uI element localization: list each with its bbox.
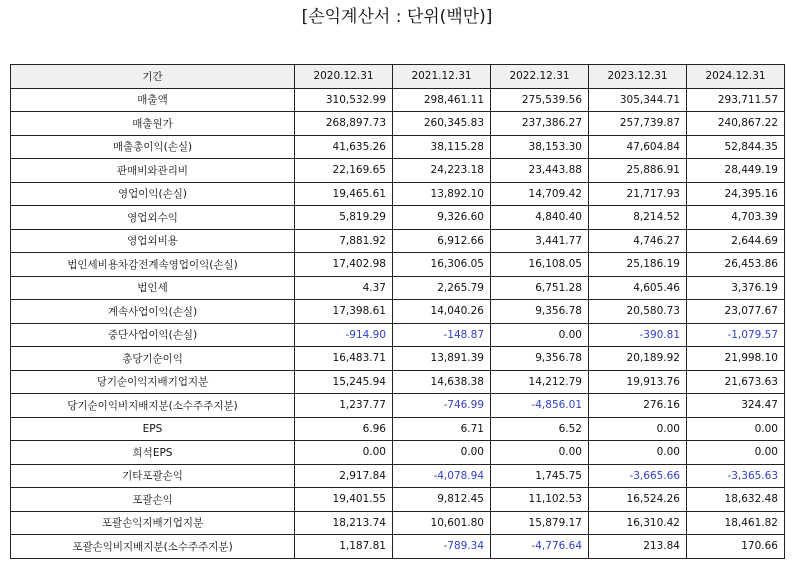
value-cell: 7,881.92 bbox=[295, 229, 393, 253]
value-cell: 298,461.11 bbox=[393, 88, 491, 112]
table-row bbox=[11, 535, 785, 559]
value-cell: 16,483.71 bbox=[295, 347, 393, 371]
row-label: 법인세 bbox=[11, 276, 295, 300]
value-cell: 14,709.42 bbox=[491, 182, 589, 206]
header-period: 2023.12.31 bbox=[589, 65, 687, 89]
value-cell: 0.00 bbox=[589, 417, 687, 441]
value-cell: 13,891.39 bbox=[393, 347, 491, 371]
value-cell: 305,344.71 bbox=[589, 88, 687, 112]
value-cell: 6.52 bbox=[491, 417, 589, 441]
value-cell: 9,812.45 bbox=[393, 488, 491, 512]
row-label: 포괄손익지배기업지분 bbox=[11, 511, 295, 535]
value-cell: 16,524.26 bbox=[589, 488, 687, 512]
value-cell: 0.00 bbox=[393, 441, 491, 465]
value-cell: 0.00 bbox=[687, 441, 785, 465]
value-cell: 3,441.77 bbox=[491, 229, 589, 253]
value-cell: 8,214.52 bbox=[589, 206, 687, 230]
table-row bbox=[11, 112, 785, 136]
row-label: 총당기순이익 bbox=[11, 347, 295, 371]
value-cell: -4,856.01 bbox=[491, 394, 589, 418]
income-statement-table bbox=[10, 64, 785, 559]
value-cell: 26,453.86 bbox=[687, 253, 785, 277]
value-cell: 17,398.61 bbox=[295, 300, 393, 324]
table-row bbox=[11, 441, 785, 465]
table-row bbox=[11, 511, 785, 535]
value-cell: 47,604.84 bbox=[589, 135, 687, 159]
value-cell: 1,237.77 bbox=[295, 394, 393, 418]
table-row bbox=[11, 159, 785, 183]
value-cell: 237,386.27 bbox=[491, 112, 589, 136]
value-cell: 52,844.35 bbox=[687, 135, 785, 159]
value-cell: 23,077.67 bbox=[687, 300, 785, 324]
table-row bbox=[11, 135, 785, 159]
row-label: 포괄손익 bbox=[11, 488, 295, 512]
row-label: 매출원가 bbox=[11, 112, 295, 136]
header-period: 2024.12.31 bbox=[687, 65, 785, 89]
value-cell: 6.71 bbox=[393, 417, 491, 441]
value-cell: 23,443.88 bbox=[491, 159, 589, 183]
value-cell: 5,819.29 bbox=[295, 206, 393, 230]
header-period: 2021.12.31 bbox=[393, 65, 491, 89]
value-cell: 20,189.92 bbox=[589, 347, 687, 371]
value-cell: -914.90 bbox=[295, 323, 393, 347]
value-cell: 38,115.28 bbox=[393, 135, 491, 159]
table-row bbox=[11, 276, 785, 300]
table-row bbox=[11, 229, 785, 253]
value-cell: 170.66 bbox=[687, 535, 785, 559]
table-row bbox=[11, 394, 785, 418]
row-label: 희석EPS bbox=[11, 441, 295, 465]
value-cell: 18,632.48 bbox=[687, 488, 785, 512]
value-cell: -789.34 bbox=[393, 535, 491, 559]
value-cell: 213.84 bbox=[589, 535, 687, 559]
value-cell: 276.16 bbox=[589, 394, 687, 418]
value-cell: 19,913.76 bbox=[589, 370, 687, 394]
table-row bbox=[11, 417, 785, 441]
row-label: 판매비와관리비 bbox=[11, 159, 295, 183]
value-cell: 24,395.16 bbox=[687, 182, 785, 206]
value-cell: -746.99 bbox=[393, 394, 491, 418]
value-cell: 4,703.39 bbox=[687, 206, 785, 230]
row-label: 매출총이익(손실) bbox=[11, 135, 295, 159]
row-label: EPS bbox=[11, 417, 295, 441]
value-cell: 16,306.05 bbox=[393, 253, 491, 277]
row-label: 기타포괄손익 bbox=[11, 464, 295, 488]
row-label: 당기순이익비지배지분(소수주주지분) bbox=[11, 394, 295, 418]
value-cell: 14,638.38 bbox=[393, 370, 491, 394]
table-row bbox=[11, 300, 785, 324]
table-row bbox=[11, 88, 785, 112]
value-cell: 21,998.10 bbox=[687, 347, 785, 371]
header-period: 2022.12.31 bbox=[491, 65, 589, 89]
row-label: 계속사업이익(손실) bbox=[11, 300, 295, 324]
row-label: 영업외비용 bbox=[11, 229, 295, 253]
value-cell: 6,912.66 bbox=[393, 229, 491, 253]
row-label: 매출액 bbox=[11, 88, 295, 112]
value-cell: -4,078.94 bbox=[393, 464, 491, 488]
header-period: 2020.12.31 bbox=[295, 65, 393, 89]
value-cell: 324.47 bbox=[687, 394, 785, 418]
value-cell: 20,580.73 bbox=[589, 300, 687, 324]
row-label: 중단사업이익(손실) bbox=[11, 323, 295, 347]
value-cell: 38,153.30 bbox=[491, 135, 589, 159]
value-cell: -3,365.63 bbox=[687, 464, 785, 488]
row-label: 법인세비용차감전계속영업이익(손실) bbox=[11, 253, 295, 277]
value-cell: 6,751.28 bbox=[491, 276, 589, 300]
value-cell: 310,532.99 bbox=[295, 88, 393, 112]
value-cell: 6.96 bbox=[295, 417, 393, 441]
table-row bbox=[11, 347, 785, 371]
value-cell: 257,739.87 bbox=[589, 112, 687, 136]
value-cell: -390.81 bbox=[589, 323, 687, 347]
value-cell: 4,605.46 bbox=[589, 276, 687, 300]
value-cell: 1,745.75 bbox=[491, 464, 589, 488]
row-label: 영업외수익 bbox=[11, 206, 295, 230]
value-cell: 0.00 bbox=[687, 417, 785, 441]
row-label: 포괄손익비지배지분(소수주주지분) bbox=[11, 535, 295, 559]
value-cell: 17,402.98 bbox=[295, 253, 393, 277]
value-cell: 41,635.26 bbox=[295, 135, 393, 159]
value-cell: 13,892.10 bbox=[393, 182, 491, 206]
value-cell: 19,401.55 bbox=[295, 488, 393, 512]
value-cell: 14,040.26 bbox=[393, 300, 491, 324]
value-cell: 0.00 bbox=[295, 441, 393, 465]
value-cell: 9,356.78 bbox=[491, 347, 589, 371]
value-cell: 4.37 bbox=[295, 276, 393, 300]
value-cell: 0.00 bbox=[491, 441, 589, 465]
value-cell: 15,245.94 bbox=[295, 370, 393, 394]
value-cell: 25,186.19 bbox=[589, 253, 687, 277]
value-cell: 11,102.53 bbox=[491, 488, 589, 512]
value-cell: 18,213.74 bbox=[295, 511, 393, 535]
value-cell: 22,169.65 bbox=[295, 159, 393, 183]
value-cell: 28,449.19 bbox=[687, 159, 785, 183]
value-cell: 2,265.79 bbox=[393, 276, 491, 300]
value-cell: 16,310.42 bbox=[589, 511, 687, 535]
value-cell: 0.00 bbox=[589, 441, 687, 465]
value-cell: -1,079.57 bbox=[687, 323, 785, 347]
value-cell: 9,356.78 bbox=[491, 300, 589, 324]
value-cell: 2,644.69 bbox=[687, 229, 785, 253]
value-cell: 268,897.73 bbox=[295, 112, 393, 136]
value-cell: 25,886.91 bbox=[589, 159, 687, 183]
value-cell: 0.00 bbox=[491, 323, 589, 347]
table-row bbox=[11, 182, 785, 206]
value-cell: 15,879.17 bbox=[491, 511, 589, 535]
value-cell: -148.87 bbox=[393, 323, 491, 347]
table-row bbox=[11, 370, 785, 394]
value-cell: 260,345.83 bbox=[393, 112, 491, 136]
value-cell: 1,187.81 bbox=[295, 535, 393, 559]
table-row bbox=[11, 323, 785, 347]
value-cell: -4,776.64 bbox=[491, 535, 589, 559]
value-cell: 9,326.60 bbox=[393, 206, 491, 230]
table-row bbox=[11, 488, 785, 512]
header-period-label: 기간 bbox=[11, 65, 295, 89]
value-cell: 10,601.80 bbox=[393, 511, 491, 535]
value-cell: 4,840.40 bbox=[491, 206, 589, 230]
table-row bbox=[11, 464, 785, 488]
value-cell: 19,465.61 bbox=[295, 182, 393, 206]
table-header-row bbox=[11, 65, 785, 89]
row-label: 영업이익(손실) bbox=[11, 182, 295, 206]
value-cell: -3,665.66 bbox=[589, 464, 687, 488]
value-cell: 21,673.63 bbox=[687, 370, 785, 394]
value-cell: 3,376.19 bbox=[687, 276, 785, 300]
value-cell: 293,711.57 bbox=[687, 88, 785, 112]
value-cell: 24,223.18 bbox=[393, 159, 491, 183]
table-row bbox=[11, 206, 785, 230]
value-cell: 18,461.82 bbox=[687, 511, 785, 535]
value-cell: 240,867.22 bbox=[687, 112, 785, 136]
value-cell: 16,108.05 bbox=[491, 253, 589, 277]
value-cell: 4,746.27 bbox=[589, 229, 687, 253]
value-cell: 21,717.93 bbox=[589, 182, 687, 206]
value-cell: 275,539.56 bbox=[491, 88, 589, 112]
value-cell: 2,917.84 bbox=[295, 464, 393, 488]
value-cell: 14,212.79 bbox=[491, 370, 589, 394]
row-label: 당기순이익지배기업지분 bbox=[11, 370, 295, 394]
table-row bbox=[11, 253, 785, 277]
page-title: [손익계산서 : 단위(백만)] bbox=[301, 7, 493, 27]
